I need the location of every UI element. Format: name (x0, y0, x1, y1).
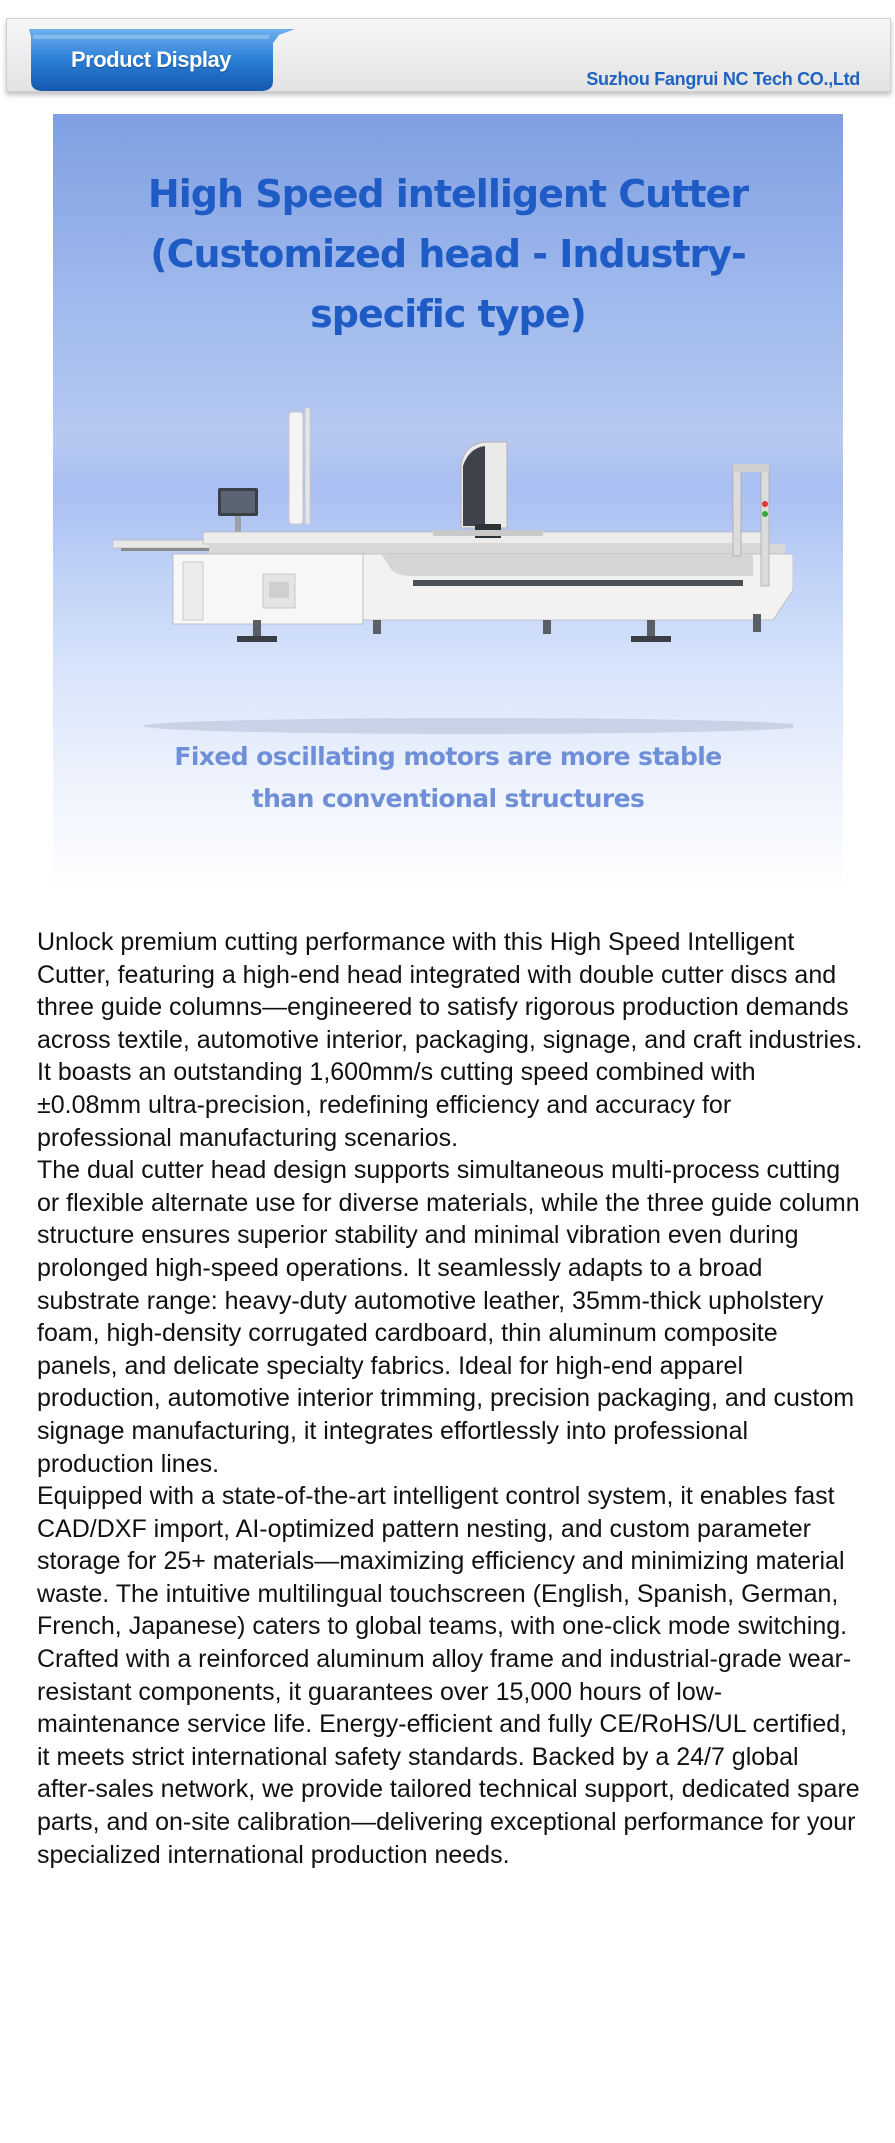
header-banner (6, 18, 891, 92)
hero-caption-line: Fixed oscillating motors are more stable (174, 742, 722, 771)
cutting-machine-illustration (113, 404, 793, 744)
description-paragraph: Unlock premium cutting performance with this High Speed Intelligent Cutter, featuring a high-end head integrated with double cutter discs and three guide columns—engineered to satisfy rigorous production demands across textile, automotive interior, packaging, signage, and craft industries. It boasts an outstanding 1,600mm/s cutting speed combined with ±0.08mm ultra-precision, redefining efficiency and accuracy for professional manufacturing scenarios. (37, 928, 863, 1152)
company-name: Suzhou Fangrui NC Tech CO.,Ltd (586, 69, 860, 89)
product-description (37, 926, 863, 1871)
hero-title-line: specific type) (310, 292, 586, 336)
description-paragraph: Equipped with a state-of-the-art intelligent control system, it enables fast CAD/DXF import, AI-optimized pattern nesting, and custom parameter storage for 25+ materials—maximizing efficiency and minimizing material waste. The intuitive multilingual touchscreen (English, Spanish, German, French, Japanese) caters to global teams, with one-click mode switching. Crafted with a reinforced aluminum alloy frame and industrial-grade wear-resistant components, it guarantees over 15,000 hours of low-maintenance service life. Energy-efficient and fully CE/RoHS/UL certified, it meets strict international safety standards. Backed by a 24/7 global after-sales network, we provide tailored technical support, dedicated spare parts, and on-site calibration—delivering exceptional performance for your specialized international production needs. (37, 1482, 860, 1869)
product-hero-image (53, 114, 843, 892)
product-display-tab (29, 29, 295, 95)
hero-title-line: (Customized head - Industry- (150, 232, 746, 276)
hero-title (53, 164, 843, 344)
description-paragraph: The dual cutter head design supports simultaneous multi-process cutting or flexible alternate use for diverse materials, while the three guide column structure ensures superior stability and minimal vibration even during prolonged high-speed operations. It seamlessly adapts to a broad substrate range: heavy-duty automotive leather, 35mm-thick upholstery foam, high-density corrugated cardboard, thin aluminum composite panels, and delicate specialty fabrics. Ideal for high-end apparel production, automotive interior trimming, precision packaging, and custom signage manufacturing, it integrates effortlessly into professional production lines. (37, 1156, 860, 1478)
hero-caption-line: than conventional structures (251, 784, 645, 813)
tab-label: Product Display (71, 47, 231, 72)
hero-caption (53, 736, 843, 820)
hero-title-line: High Speed intelligent Cutter (147, 172, 749, 216)
